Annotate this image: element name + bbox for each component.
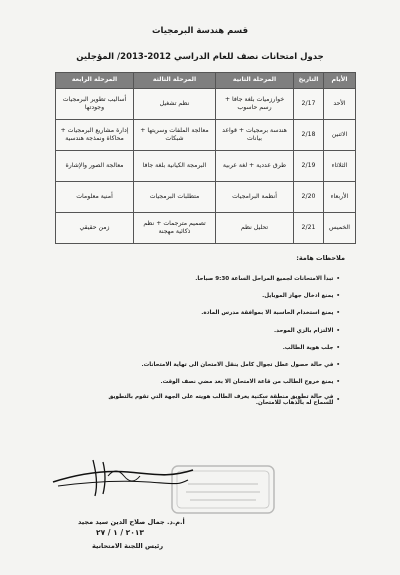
second-stage-cell: أنظمة البرامجيات (216, 182, 294, 213)
date-cell: 2/21 (294, 213, 324, 244)
fourth-stage-cell: زمن حقيقي (56, 213, 134, 244)
second-stage-cell: خوارزميات بلغة جافا + رسم حاسوب (216, 89, 294, 120)
day-cell: الأربعاء (324, 182, 356, 213)
note-text: يمنع استخدام الحاسبة الا بموافقة مدرس المادة. (201, 310, 334, 317)
fourth-stage-cell: معالجة الصور والإشارة (56, 151, 134, 182)
date-cell: 2/17 (294, 89, 324, 120)
note-text: تبدأ الامتحانات لجميع المراحل الساعة 9:30 صباحا. (195, 275, 334, 282)
bullet-icon: • (336, 327, 340, 334)
list-item (90, 270, 340, 287)
second-stage-cell: طرق عددية + لغة عربية (216, 151, 294, 182)
bullet-icon: • (336, 292, 340, 299)
list-item (90, 374, 340, 391)
header-second-stage: المرحلة الثانية (216, 73, 294, 89)
note-text: جلب هوية الطالب. (282, 344, 334, 351)
day-cell: الثلاثاء (324, 151, 356, 182)
table-row (56, 151, 356, 182)
date-cell: 2/20 (294, 182, 324, 213)
day-cell: الأحد (324, 89, 356, 120)
day-cell: الاثنين (324, 120, 356, 151)
header-days: الأيام (324, 73, 356, 89)
third-stage-cell: تصميم مترجمات + نظم ذكائية مهجنة (134, 213, 216, 244)
list-item (90, 339, 340, 356)
bullet-icon: • (336, 379, 340, 386)
second-stage-cell: هندسة برمجيات + قواعد بيانات (216, 120, 294, 151)
signatory-role: رئيس اللجنة الامتحانية (92, 542, 164, 550)
notes-list (90, 270, 340, 408)
list-item (90, 391, 340, 408)
note-text: في حالة تطويق منطقة سكنية يعرف الطالب هويته على الجهة التي تقوم بالتطويق للسماح له بالذهاب للامتحان. (108, 393, 334, 406)
bullet-icon: • (336, 344, 340, 351)
third-stage-cell: البرمجة الكيانية بلغة جافا (134, 151, 216, 182)
fourth-stage-cell: أمنية معلومات (56, 182, 134, 213)
signature-date: ٢٠١٣ / ١ / ٢٧ (96, 528, 144, 537)
bullet-icon: • (336, 275, 340, 282)
table-row (56, 120, 356, 151)
note-text: في حالة حصول عطل تجوال كامل ينقل الامتحان الى تهاية الامتحانات. (141, 362, 334, 369)
note-text: يمنع ادخال جهاز الموبايل. (262, 292, 334, 299)
bullet-icon: • (336, 396, 340, 403)
date-cell: 2/18 (294, 120, 324, 151)
table-row (56, 182, 356, 213)
bullet-icon: • (336, 362, 340, 369)
fourth-stage-cell: أساليب تطوير البرمجيات وجودتها (56, 89, 134, 120)
bullet-icon: • (336, 310, 340, 317)
list-item (90, 322, 340, 339)
third-stage-cell: متطلبات البرمجيات (134, 182, 216, 213)
department-title: قسم هندسة البرمجيات (151, 26, 249, 36)
third-stage-cell: معالجة الملفات وسريتها + شبكات (134, 120, 216, 151)
list-item (90, 305, 340, 322)
handwritten-signature (48, 452, 198, 502)
date-cell: 2/19 (294, 151, 324, 182)
header-fourth-stage: المرحلة الرابعة (56, 73, 134, 89)
table-row (56, 89, 356, 120)
note-text: يمنع خروج الطالب من قاعة الامتحان الا بعد مضي نصف الوقت. (160, 379, 334, 386)
schedule-title: جدول امتحانات نصف للعام الدراسي 2012-2013/ المؤجلين (76, 52, 324, 62)
table-header-row (56, 73, 356, 89)
header-date: التاريخ (294, 73, 324, 89)
day-cell: الخميس (324, 213, 356, 244)
third-stage-cell: نظم تشغيل (134, 89, 216, 120)
notes-heading: ملاحظات هامة: (296, 254, 345, 262)
exam-schedule-table (55, 72, 356, 244)
list-item (90, 287, 340, 304)
signatory-name: أ.م.د. جمال صلاح الدين سيد مجيد (78, 518, 185, 526)
header-third-stage: المرحلة الثالثة (134, 73, 216, 89)
fourth-stage-cell: إدارة مشاريع البرمجيات + محاكاة ونمذجة هندسية (56, 120, 134, 151)
table-row (56, 213, 356, 244)
second-stage-cell: تحليل نظم (216, 213, 294, 244)
list-item (90, 356, 340, 373)
note-text: الالتزام بالزي الموحد. (273, 327, 334, 334)
